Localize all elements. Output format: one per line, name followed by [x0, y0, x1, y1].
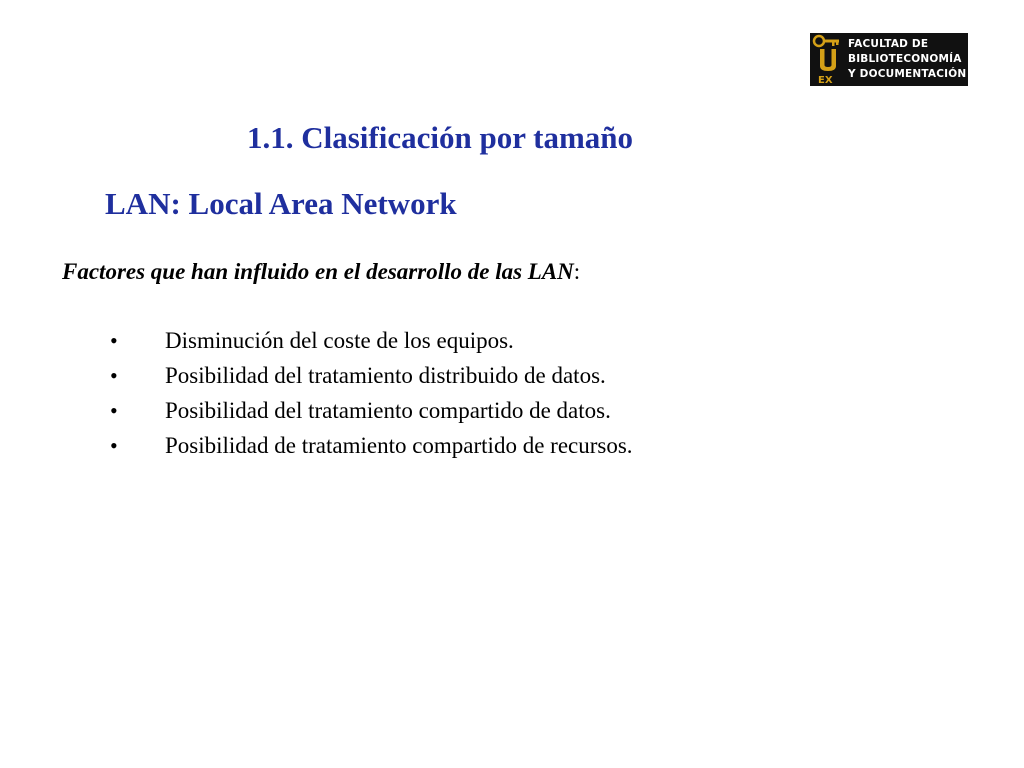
- list-item: [110, 428, 633, 463]
- list-item: [110, 358, 633, 393]
- factor-text: Disminución del coste de los equipos.: [165, 328, 514, 353]
- list-item: [110, 323, 633, 358]
- logo-line-2: BIBLIOTECONOMÍA: [848, 53, 962, 65]
- bullet-icon: •: [110, 363, 118, 388]
- factors-intro-emphasis: Factores que han influido en el desarrollo de las LAN: [62, 259, 574, 284]
- slide-subtitle: LAN: Local Area Network: [105, 186, 457, 221]
- faculty-logo: [810, 33, 968, 86]
- logo-text: [846, 33, 966, 86]
- bullet-icon: •: [110, 433, 118, 458]
- factors-intro: [62, 256, 580, 288]
- factors-list: [110, 323, 633, 463]
- factor-text: Posibilidad del tratamiento compartido de datos.: [165, 398, 611, 423]
- uex-emblem-icon: [810, 33, 846, 86]
- svg-text:EX: EX: [818, 75, 833, 86]
- bullet-icon: •: [110, 328, 118, 353]
- factor-text: Posibilidad de tratamiento compartido de recursos.: [165, 433, 633, 458]
- logo-line-3: Y DOCUMENTACIÓN: [848, 68, 967, 80]
- bullet-icon: •: [110, 398, 118, 423]
- factors-intro-colon: :: [573, 259, 581, 284]
- slide-title: 1.1. Clasificación por tamaño: [246, 120, 634, 155]
- factor-text: Posibilidad del tratamiento distribuido de datos.: [165, 363, 606, 388]
- list-item: [110, 393, 633, 428]
- logo-line-1: FACULTAD DE: [848, 38, 929, 50]
